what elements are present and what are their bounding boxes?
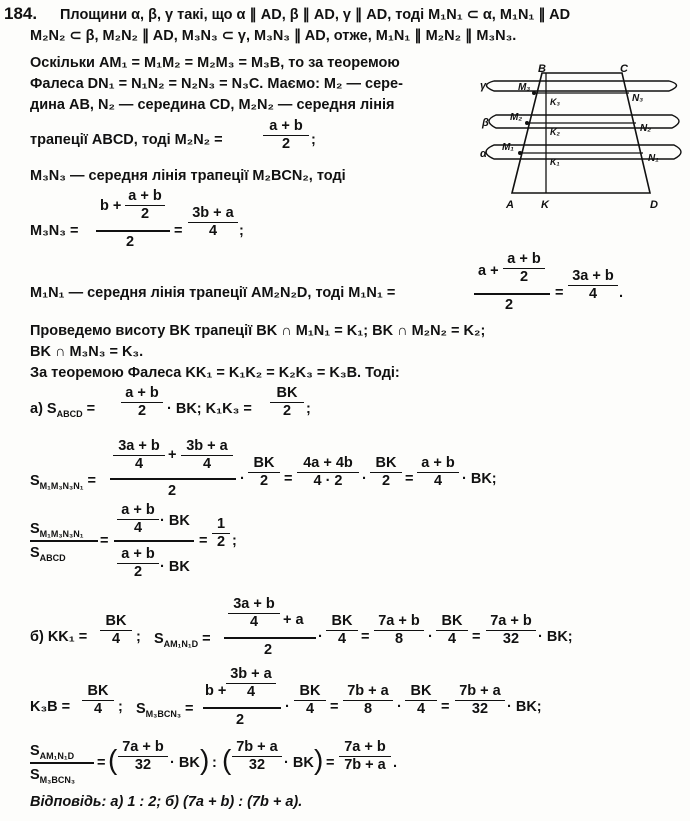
numerator: BK	[326, 613, 358, 631]
equals: =	[441, 699, 450, 715]
text-line-11: За теоремою Фалеса KK₁ = K₁K₂ = K₂K₃ = K₃B. Тоді:	[30, 365, 400, 381]
paren-close: )	[314, 744, 324, 775]
fraction-7a-b-over-8	[374, 613, 424, 648]
dot-bk: · BK;	[538, 629, 573, 645]
k3b-lhs: K₃B =	[30, 699, 71, 715]
fraction-3b-a-over-4	[226, 666, 276, 701]
dot-bk: · BK	[284, 755, 314, 771]
fraction-bk-over-4	[326, 613, 358, 648]
label-N3: N₃	[632, 93, 644, 104]
equals: =	[361, 629, 370, 645]
paren-close: )	[200, 744, 210, 775]
denominator: 4	[447, 631, 457, 647]
numerator: BK	[405, 683, 437, 701]
fraction-bar	[114, 540, 194, 542]
fraction-3b-a-over-4	[188, 205, 238, 240]
equals: =	[199, 533, 208, 549]
nested-b-plus: b +	[100, 198, 122, 214]
numerator: 1	[212, 516, 230, 534]
text-line-4: Фалеса DN₁ = N₁N₂ = N₂N₃ = N₃C. Маємо: M₂ — сере-	[30, 76, 403, 92]
s-ratio-den: $S_{M_3BCN_3}$	[30, 767, 75, 785]
numerator: 7b + a	[343, 683, 393, 701]
label-M1: M₁	[502, 142, 514, 153]
fraction-bk-over-4	[100, 613, 132, 648]
fraction-bar	[110, 478, 236, 480]
fraction-ab-over-4	[117, 502, 159, 537]
denominator: 4	[93, 701, 103, 717]
numerator: a + b	[503, 251, 545, 269]
text-line-1: Площини α, β, γ такі, що α ∥ AD, β ∥ AD, γ ∥ AD, тоді M₁N₁ ⊂ α, M₁N₁ ∥ AD	[60, 7, 571, 23]
label-alpha: α	[480, 148, 487, 160]
fraction-bk-over-2	[248, 455, 280, 490]
label-A: A	[506, 199, 514, 211]
label-D: D	[650, 199, 658, 211]
equals: =	[472, 629, 481, 645]
denominator: 32	[502, 631, 520, 647]
numerator: 3b + a	[226, 666, 276, 684]
plus-a: + a	[283, 612, 304, 628]
fraction-bk-over-4	[405, 683, 437, 718]
fraction-7b-a-over-32	[232, 739, 282, 774]
denominator: 2	[133, 564, 143, 580]
denominator: 4	[134, 456, 144, 472]
denominator: 4	[111, 631, 121, 647]
label-K: K	[541, 199, 549, 211]
equals: =	[174, 223, 183, 239]
numerator: 3a + b	[228, 596, 280, 614]
denominator-2: 2	[264, 642, 273, 658]
denominator: 2	[282, 403, 292, 419]
equals: =	[97, 755, 106, 771]
equals: =	[100, 533, 109, 549]
point-m3	[532, 91, 536, 95]
period: .	[619, 285, 624, 301]
denominator: 2	[381, 473, 391, 489]
dot: ·	[285, 699, 290, 715]
dot: ·	[428, 629, 433, 645]
label-M3: M₃	[518, 82, 531, 93]
label-beta: β	[482, 117, 489, 129]
numerator: a + b	[125, 188, 165, 206]
fraction-bar	[224, 637, 316, 639]
dot: ·	[318, 629, 323, 645]
label-K1: K₁	[550, 157, 560, 167]
fraction-ab-over-2-nested	[503, 251, 545, 286]
numerator: BK	[294, 683, 326, 701]
s-m3bcn3: $S_{M_3BCN_3}$ =	[136, 701, 194, 719]
denominator: 4	[305, 701, 315, 717]
numerator: BK	[436, 613, 468, 631]
s-am1n1d: $S_{AM_1N_1D}$ =	[154, 631, 211, 649]
equals: =	[555, 285, 564, 301]
label-B: B	[538, 63, 546, 75]
denominator: 8	[363, 701, 373, 717]
label-gamma: γ	[480, 80, 487, 92]
paren-open: (	[222, 744, 232, 775]
numerator: BK	[370, 455, 402, 473]
a-bk-text: · BK; K₁K₃ =	[167, 401, 252, 417]
semicolon: ;	[306, 401, 311, 417]
fraction-bk-over-4	[294, 683, 326, 718]
numerator: 7a + b	[118, 739, 168, 757]
s-ratio-num: $S_{M_1M_3N_3N_1}$	[30, 521, 84, 539]
plane-gamma	[487, 81, 677, 91]
fraction-bar	[96, 230, 170, 232]
text-line-9: Проведемо висоту BK трапеції BK ∩ M₁N₁ = K₁; BK ∩ M₂N₂ = K₂;	[30, 323, 486, 339]
denominator: 2	[137, 403, 147, 419]
fraction-3a-b-over-4	[568, 268, 618, 303]
numerator: a + b	[263, 118, 309, 136]
fraction-bk-over-4	[436, 613, 468, 648]
text-line-5: дина AB, N₂ — середина CD, M₂N₂ — середня лінія	[30, 97, 395, 113]
denominator: 4	[246, 684, 256, 700]
numerator: BK	[248, 455, 280, 473]
semicolon: ;	[239, 223, 244, 239]
numerator: BK	[82, 683, 114, 701]
denominator: 4	[433, 473, 443, 489]
fraction-bar	[203, 707, 281, 709]
label-N1: N₁	[648, 153, 659, 164]
dot: ·	[397, 699, 402, 715]
denominator-2: 2	[168, 483, 177, 499]
label-C: C	[620, 63, 628, 75]
numerator: 3a + b	[113, 438, 165, 456]
label-N2: N₂	[640, 123, 652, 134]
part-b-label: б) KK₁ =	[30, 629, 88, 645]
dot-bk: · BK;	[462, 471, 497, 487]
numerator: 7a + b	[339, 739, 391, 757]
denominator: 2	[281, 136, 291, 152]
denominator: 7b + a	[344, 757, 386, 773]
text-line-8: M₁N₁ — середня лінія трапеції AM₂N₂D, тоді M₁N₁ =	[30, 285, 396, 301]
numerator: 7a + b	[486, 613, 536, 631]
semicolon: ;	[311, 132, 316, 148]
numerator: a + b	[117, 502, 159, 520]
fraction-ab-over-2	[263, 118, 309, 153]
point-m1	[518, 151, 522, 155]
problem-number: 184.	[4, 4, 38, 23]
denominator: 4	[133, 520, 143, 536]
equals: =	[326, 755, 335, 771]
fraction-7a-b-over-32	[118, 739, 168, 774]
numerator: a + b	[417, 455, 459, 473]
fraction-4a4b-over-8	[297, 455, 359, 490]
denominator: 4	[416, 701, 426, 717]
denominator: 32	[471, 701, 489, 717]
numerator: 3b + a	[181, 438, 233, 456]
numerator: a + b	[121, 385, 163, 403]
equals: =	[330, 699, 339, 715]
fraction-7a-b-over-7b-a	[339, 739, 391, 774]
numerator: 7b + a	[455, 683, 505, 701]
dot: ·	[240, 471, 245, 487]
colon: :	[212, 755, 217, 771]
label-M2: M₂	[510, 112, 523, 123]
semicolon: ;	[136, 629, 141, 645]
dot-bk: · BK;	[507, 699, 542, 715]
part-a-label: а) $S_{ABCD}$ =	[30, 401, 96, 419]
text-line-6: трапеції ABCD, тоді M₂N₂ =	[30, 132, 223, 148]
fraction-3b-a-over-4	[181, 438, 233, 473]
denominator: 2	[140, 206, 150, 222]
denominator: 32	[134, 757, 152, 773]
text-line-3: Оскільки AM₁ = M₁M₂ = M₂M₃ = M₃B, то за теоремою	[30, 55, 400, 71]
fraction-7b-a-over-32	[455, 683, 505, 718]
denominator-2: 2	[236, 712, 245, 728]
s-ratio-num: $S_{AM_1N_1D}$	[30, 743, 75, 761]
s-ratio-den: $S_{ABCD}$	[30, 545, 66, 563]
denominator: 4	[249, 614, 259, 630]
numerator: BK	[270, 385, 304, 403]
equals: =	[405, 471, 414, 487]
numerator: 4a + 4b	[297, 455, 359, 473]
dot-bk-bottom: · BK	[160, 559, 190, 575]
denominator: 4	[202, 456, 212, 472]
dot-bk-top: · BK	[160, 513, 190, 529]
fraction-3a-b-over-4	[228, 596, 280, 631]
dot-bk: · BK	[170, 755, 200, 771]
fraction-ab-over-2-nested	[125, 188, 165, 223]
fraction-bk-over-2	[370, 455, 402, 490]
denominator: 2	[216, 534, 226, 550]
answer-line: Відповідь: а) 1 : 2; б) (7a + b) : (7b + a).	[30, 794, 303, 810]
denominator: 4	[337, 631, 347, 647]
fraction-3a-b-over-4	[113, 438, 165, 473]
nested-b-plus: b +	[205, 683, 227, 699]
numerator: 3b + a	[188, 205, 238, 223]
text-line-7: M₃N₃ — середня лінія трапеції M₂BCN₂, тоді	[30, 168, 346, 184]
denominator-2: 2	[126, 234, 135, 250]
semicolon: ;	[232, 533, 237, 549]
point-m2	[525, 121, 529, 125]
fraction-bk-over-4	[82, 683, 114, 718]
numerator: a + b	[117, 546, 159, 564]
nested-a-plus: a +	[478, 263, 499, 279]
trapezoid-figure	[474, 63, 684, 218]
text-line-2: M₂N₂ ⊂ β, M₂N₂ ∥ AD, M₃N₃ ⊂ γ, M₃N₃ ∥ AD, отже, M₁N₁ ∥ M₂N₂ ∥ M₃N₃.	[30, 28, 517, 44]
fraction-bar	[474, 293, 550, 295]
numerator: 7a + b	[374, 613, 424, 631]
denominator: 2	[519, 269, 529, 285]
numerator: 7b + a	[232, 739, 282, 757]
fraction-bk-over-2	[270, 385, 304, 420]
dot: ·	[362, 471, 367, 487]
label-K3: K₃	[550, 97, 560, 107]
denominator: 4	[588, 286, 598, 302]
fraction-ab-over-4	[417, 455, 459, 490]
paren-open: (	[108, 744, 118, 775]
text-line-10: BK ∩ M₃N₃ = K₃.	[30, 344, 144, 360]
label-K2: K₂	[550, 127, 560, 137]
denominator: 8	[394, 631, 404, 647]
plus: +	[168, 447, 177, 463]
fraction-7b-a-over-8	[343, 683, 393, 718]
semicolon: ;	[118, 699, 123, 715]
numerator: 3a + b	[568, 268, 618, 286]
s-m1m3n3n1: $S_{M_1M_3N_3N_1}$ =	[30, 473, 96, 491]
fraction-ab-over-2	[121, 385, 163, 420]
denominator: 4 · 2	[313, 473, 343, 489]
period: .	[393, 755, 398, 771]
fraction-ab-over-2	[117, 546, 159, 581]
fraction-bar	[30, 540, 98, 542]
denominator: 32	[248, 757, 266, 773]
fraction-bar	[30, 762, 94, 764]
numerator: BK	[100, 613, 132, 631]
fraction-7a-b-over-32	[486, 613, 536, 648]
equals: =	[284, 471, 293, 487]
denominator: 2	[259, 473, 269, 489]
denominator-2: 2	[505, 297, 514, 313]
fraction-1-over-2	[212, 516, 230, 551]
m3n3-lhs: M₃N₃ =	[30, 223, 79, 239]
denominator: 4	[208, 223, 218, 239]
